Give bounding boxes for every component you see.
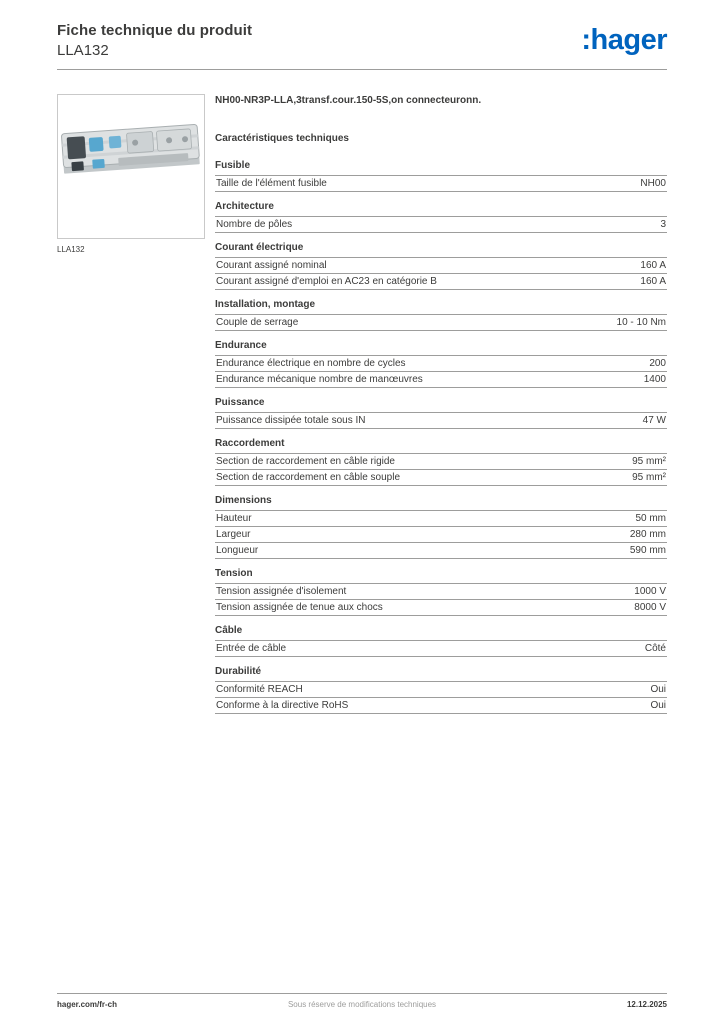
section-title: Dimensions <box>215 495 272 506</box>
section-title: Câble <box>215 625 243 636</box>
spec-section <box>215 397 667 429</box>
spec-section <box>215 666 667 714</box>
spec-label: Puissance dissipée totale sous IN <box>216 415 366 426</box>
section-title: Puissance <box>215 397 265 408</box>
spec-row <box>215 510 667 526</box>
section-title: Courant électrique <box>215 242 304 253</box>
spec-label: Hauteur <box>216 513 252 524</box>
section-rows <box>215 412 667 429</box>
spec-row <box>215 371 667 387</box>
spec-value: 1000 V <box>634 586 666 597</box>
spec-row <box>215 216 667 232</box>
footer-note: Sous réserve de modifications techniques <box>287 1000 437 1009</box>
spec-row <box>215 681 667 697</box>
spec-row <box>215 355 667 371</box>
spec-label: Couple de serrage <box>216 317 299 328</box>
spec-section <box>215 160 667 192</box>
spec-label: Tension assignée d'isolement <box>216 586 347 597</box>
section-title: Endurance <box>215 340 267 351</box>
spec-section <box>215 201 667 233</box>
spec-row <box>215 640 667 656</box>
section-rows <box>215 681 667 714</box>
spec-row <box>215 412 667 428</box>
spec-label: Conformité REACH <box>216 684 303 695</box>
footer-link[interactable]: hager.com/fr-ch <box>57 1000 118 1009</box>
spec-row <box>215 314 667 330</box>
header <box>57 0 667 70</box>
spec-label: Longueur <box>216 545 259 556</box>
section-title: Durabilité <box>215 666 262 677</box>
spec-label: Tension assignée de tenue aux chocs <box>216 602 383 613</box>
spec-value: 95 mm² <box>632 472 666 483</box>
spec-section <box>215 625 667 657</box>
spec-label: Courant assigné nominal <box>216 260 327 271</box>
section-title: Architecture <box>215 201 274 212</box>
spec-row <box>215 542 667 558</box>
product-code: LLA132 <box>57 42 109 59</box>
spec-row <box>215 175 667 191</box>
product-image-column <box>57 94 205 723</box>
spec-section <box>215 340 667 388</box>
spec-row <box>215 453 667 469</box>
spec-label: Taille de l'élément fusible <box>216 178 327 189</box>
spec-value: Oui <box>650 684 666 695</box>
spec-value: 95 mm² <box>632 456 666 467</box>
spec-value: 3 <box>660 219 666 230</box>
footer-date: 12.12.2025 <box>626 1000 667 1009</box>
spec-label: Section de raccordement en câble souple <box>216 472 401 483</box>
spec-row <box>215 273 667 289</box>
spec-row <box>215 599 667 615</box>
spec-value: 280 mm <box>629 529 666 540</box>
spec-label: Conforme à la directive RoHS <box>216 700 349 711</box>
product-name: NH00-NR3P-LLA,3transf.cour.150-5S,on connecteuronn. <box>215 95 482 106</box>
spec-value: 160 A <box>640 276 666 287</box>
spec-value: 1400 <box>643 374 666 385</box>
section-rows <box>215 453 667 486</box>
spec-value: 590 mm <box>629 545 666 556</box>
spec-value: 10 - 10 Nm <box>616 317 666 328</box>
hager-logo: :hager <box>581 24 667 56</box>
product-photo-illustration <box>58 95 204 238</box>
spec-row <box>215 257 667 273</box>
spec-value: 50 mm <box>635 513 666 524</box>
spec-row <box>215 469 667 485</box>
section-title: Tension <box>215 568 253 579</box>
spec-sections <box>215 160 667 714</box>
main-content <box>57 94 667 723</box>
page-title: Fiche technique du produit <box>57 22 253 39</box>
spec-label: Nombre de pôles <box>216 219 293 230</box>
section-rows <box>215 583 667 616</box>
spec-label: Section de raccordement en câble rigide <box>216 456 395 467</box>
section-rows <box>215 510 667 559</box>
spec-section <box>215 438 667 486</box>
section-rows <box>215 314 667 331</box>
spec-value: 200 <box>649 358 666 369</box>
section-rows <box>215 257 667 290</box>
footer <box>57 993 667 1009</box>
spec-section <box>215 568 667 616</box>
spec-value: 160 A <box>640 260 666 271</box>
spec-value: 8000 V <box>634 602 666 613</box>
spec-section <box>215 242 667 290</box>
spec-value: Oui <box>650 700 666 711</box>
section-rows <box>215 640 667 657</box>
spec-value: 47 W <box>642 415 666 426</box>
section-rows <box>215 175 667 192</box>
section-title: Installation, montage <box>215 299 316 310</box>
spec-row <box>215 697 667 713</box>
spec-row <box>215 583 667 599</box>
spec-label: Endurance électrique en nombre de cycles <box>216 358 406 369</box>
product-image-caption: LLA132 <box>57 245 85 254</box>
spec-section <box>215 495 667 559</box>
spec-section <box>215 299 667 331</box>
spec-label: Entrée de câble <box>216 643 287 654</box>
spec-label: Endurance mécanique nombre de manœuvres <box>216 374 423 385</box>
section-rows <box>215 355 667 388</box>
spec-row <box>215 526 667 542</box>
spec-column <box>215 94 667 723</box>
product-image <box>57 94 205 239</box>
section-title: Raccordement <box>215 438 285 449</box>
spec-value: NH00 <box>640 178 666 189</box>
characteristics-title: Caractéristiques techniques <box>215 133 349 144</box>
section-rows <box>215 216 667 233</box>
section-title: Fusible <box>215 160 251 171</box>
spec-label: Largeur <box>216 529 251 540</box>
spec-value: Côté <box>644 643 666 654</box>
spec-label: Courant assigné d'emploi en AC23 en catégorie B <box>216 276 437 287</box>
